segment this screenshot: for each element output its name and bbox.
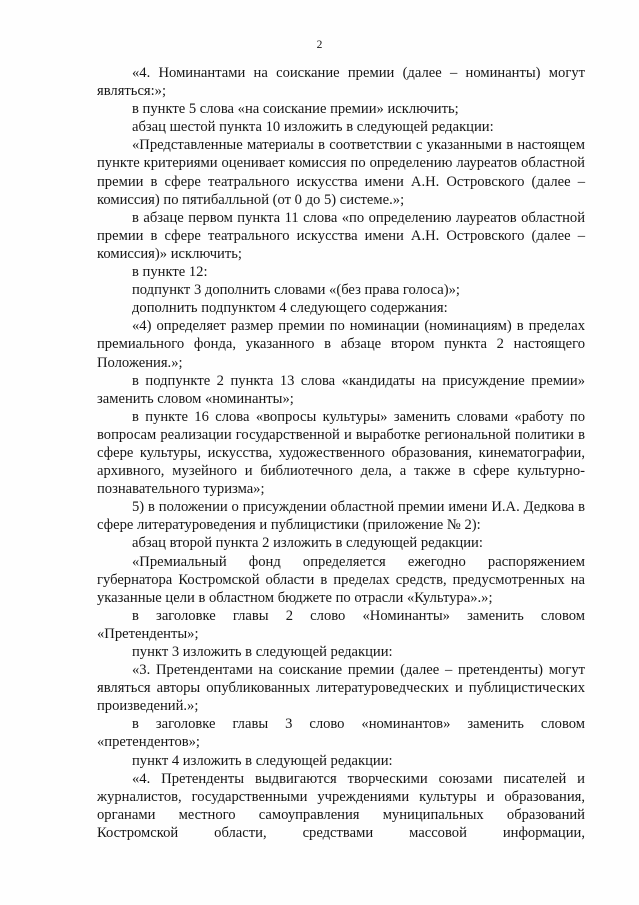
paragraph: в пункте 12: bbox=[132, 264, 208, 281]
paragraph: в абзаце первом пункта 11 слова «по определению лауреатов областной премии в сфере театрального искусства имени А.Н. Островского (далее – комиссия)» исключить; bbox=[97, 209, 585, 262]
document-body bbox=[97, 64, 585, 842]
paragraph: «3. Претендентами на соискание премии (далее – претенденты) могут являться авторы опубликованных литературоведческих и публицистических произведений.»; bbox=[97, 662, 585, 715]
paragraph: в заголовке главы 2 слово «Номинанты» заменить словом «Претенденты»; bbox=[97, 607, 585, 642]
paragraph: «Премиальный фонд определяется ежегодно распоряжением губернатора Костромской области в пределах средств, предусмотренных на указанные цели в областном бюджете по отрасли «Культура».»; bbox=[97, 553, 585, 606]
paragraph: в пункте 5 слова «на соискание премии» исключить; bbox=[132, 101, 459, 118]
paragraph: 5) в положении о присуждении областной премии имени И.А. Дедкова в сфере литературоведения и публицистики (приложение № 2): bbox=[97, 499, 585, 534]
paragraph: пункт 3 изложить в следующей редакции: bbox=[132, 644, 393, 660]
paragraph: в заголовке главы 3 слово «номинантов» заменить словом «претендентов»; bbox=[97, 716, 585, 751]
paragraph: пункт 4 изложить в следующей редакции: bbox=[132, 752, 393, 769]
page-number: 2 bbox=[316, 39, 323, 51]
paragraph: дополнить подпунктом 4 следующего содержания: bbox=[132, 300, 448, 317]
paragraph: подпункт 3 дополнить словами «(без права голоса)»; bbox=[132, 282, 460, 299]
paragraph: абзац второй пункта 2 изложить в следующей редакции: bbox=[132, 535, 483, 552]
paragraph: в пункте 16 слова «вопросы культуры» заменить словами «работу по вопросам реализации государственной и выработке региональной политики в сфере культуры, искусства, художественного образования, кинематографии, архивного, музейного и библиотечного дела, а также в сфере культурно-познавательного туризма»; bbox=[97, 408, 585, 498]
paragraph: «4. Номинантами на соискание премии (далее – номинанты) могут являться:»; bbox=[97, 65, 585, 100]
paragraph: абзац шестой пункта 10 изложить в следующей редакции: bbox=[132, 119, 494, 136]
paragraph: в подпункте 2 пункта 13 слова «кандидаты на присуждение премии» заменить словом «номинанты»; bbox=[97, 372, 585, 407]
paragraph: «4. Претенденты выдвигаются творческими союзами писателей и журналистов, государственными учреждениями культуры и образования, органами местного самоуправления муниципальных образований Костромской области, средствами массовой информации, bbox=[97, 770, 585, 841]
paragraph: «4) определяет размер премии по номинации (номинациям) в пределах премиального фонда, указанного в абзаце втором пункта 2 настоящего Положения.»; bbox=[97, 318, 585, 371]
paragraph: «Представленные материалы в соответствии с указанными в настоящем пункте критериями оценивает комиссия по определению лауреатов областной премии в сфере театрального искусства имени А.Н. Островского (далее – комиссия) по пятибалльной (от 0 до 5) системе.»; bbox=[97, 137, 585, 208]
